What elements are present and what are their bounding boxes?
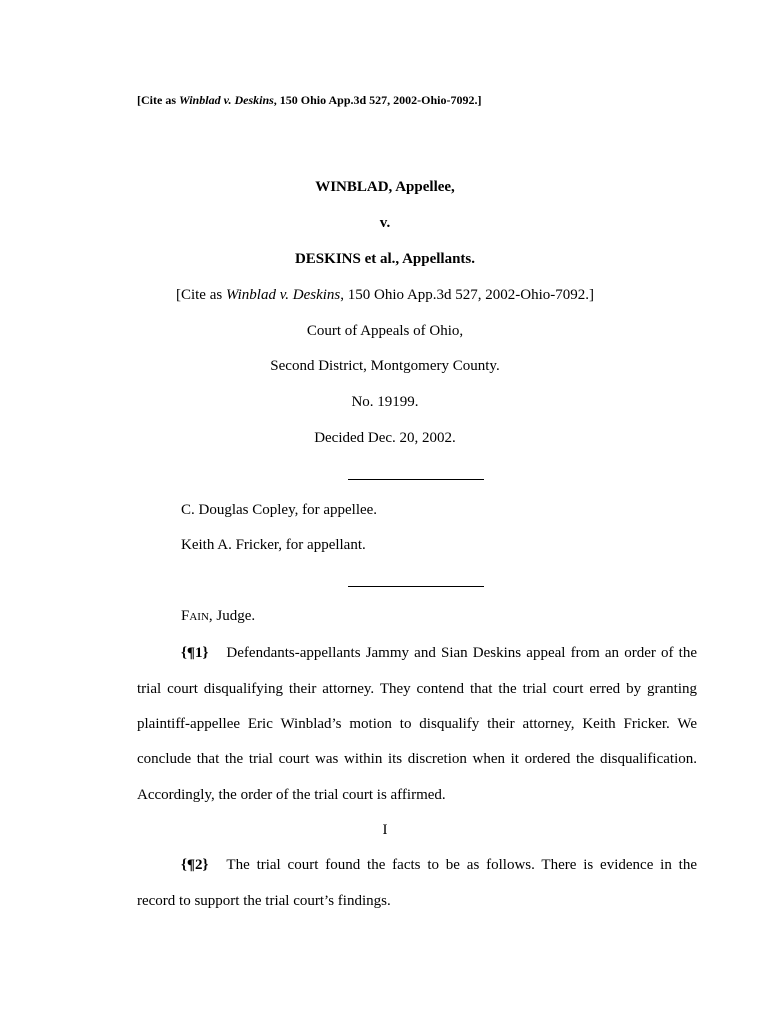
counsel-appellee: C. Douglas Copley, for appellee.: [181, 502, 378, 518]
paragraph-1-line-2: trial court disqualifying their attorney. They contend that the trial court erred by granting: [137, 681, 697, 697]
caption-appellants: DESKINS et al., Appellants.: [294, 251, 476, 267]
paragraph-2-line-2: record to support the trial court’s findings.: [137, 893, 391, 909]
header-cite-suffix: , 150 Ohio App.3d 527, 2002-Ohio-7092.]: [273, 93, 482, 107]
paragraph-1-line-4: conclude that the trial court was within its discretion when it ordered the disqualification.: [137, 751, 697, 767]
paragraph-1-line-1: [137, 645, 697, 662]
judge-name-rest: AIN: [189, 611, 209, 623]
header-cite-case-name: Winblad v. Deskins: [179, 93, 274, 107]
judge-suffix: , Judge.: [208, 608, 256, 624]
judge-line: [181, 608, 255, 625]
paragraph-1-text-1: Defendants-appellants Jammy and Sian Deskins appeal from an order of the: [226, 645, 697, 661]
caption-cite-case-name: Winblad v. Deskins: [225, 287, 341, 303]
paragraph-2-line-1: [137, 857, 697, 874]
caption-versus: v.: [379, 215, 391, 231]
caption-cite-prefix: [Cite as: [175, 287, 226, 303]
header-citation: [137, 93, 482, 108]
docket-number: No. 19199.: [351, 394, 419, 410]
court-district: Second District, Montgomery County.: [270, 358, 500, 374]
header-cite-prefix: [Cite as: [137, 93, 179, 107]
paragraph-1-line-5: Accordingly, the order of the trial court is affirmed.: [137, 787, 446, 803]
separator-rule-1: [348, 479, 484, 480]
section-heading: I: [382, 822, 388, 838]
caption-citation: [0, 287, 770, 304]
court-name: Court of Appeals of Ohio,: [306, 323, 464, 339]
separator-rule-2: [348, 586, 484, 587]
judge-initial: F: [181, 608, 190, 624]
paragraph-2-text-1: The trial court found the facts to be as follows. There is evidence in the: [226, 857, 697, 873]
caption-cite-suffix: , 150 Ohio App.3d 527, 2002-Ohio-7092.]: [340, 287, 595, 303]
paragraph-1-marker: {¶1}: [181, 645, 209, 661]
decision-date: Decided Dec. 20, 2002.: [314, 430, 456, 446]
paragraph-1-line-3: plaintiff-appellee Eric Winblad’s motion to disqualify their attorney, Keith Fricker. We: [137, 716, 697, 732]
caption-appellee: WINBLAD, Appellee,: [315, 179, 455, 195]
paragraph-2-marker: {¶2}: [181, 857, 209, 873]
counsel-appellant: Keith A. Fricker, for appellant.: [181, 537, 366, 553]
